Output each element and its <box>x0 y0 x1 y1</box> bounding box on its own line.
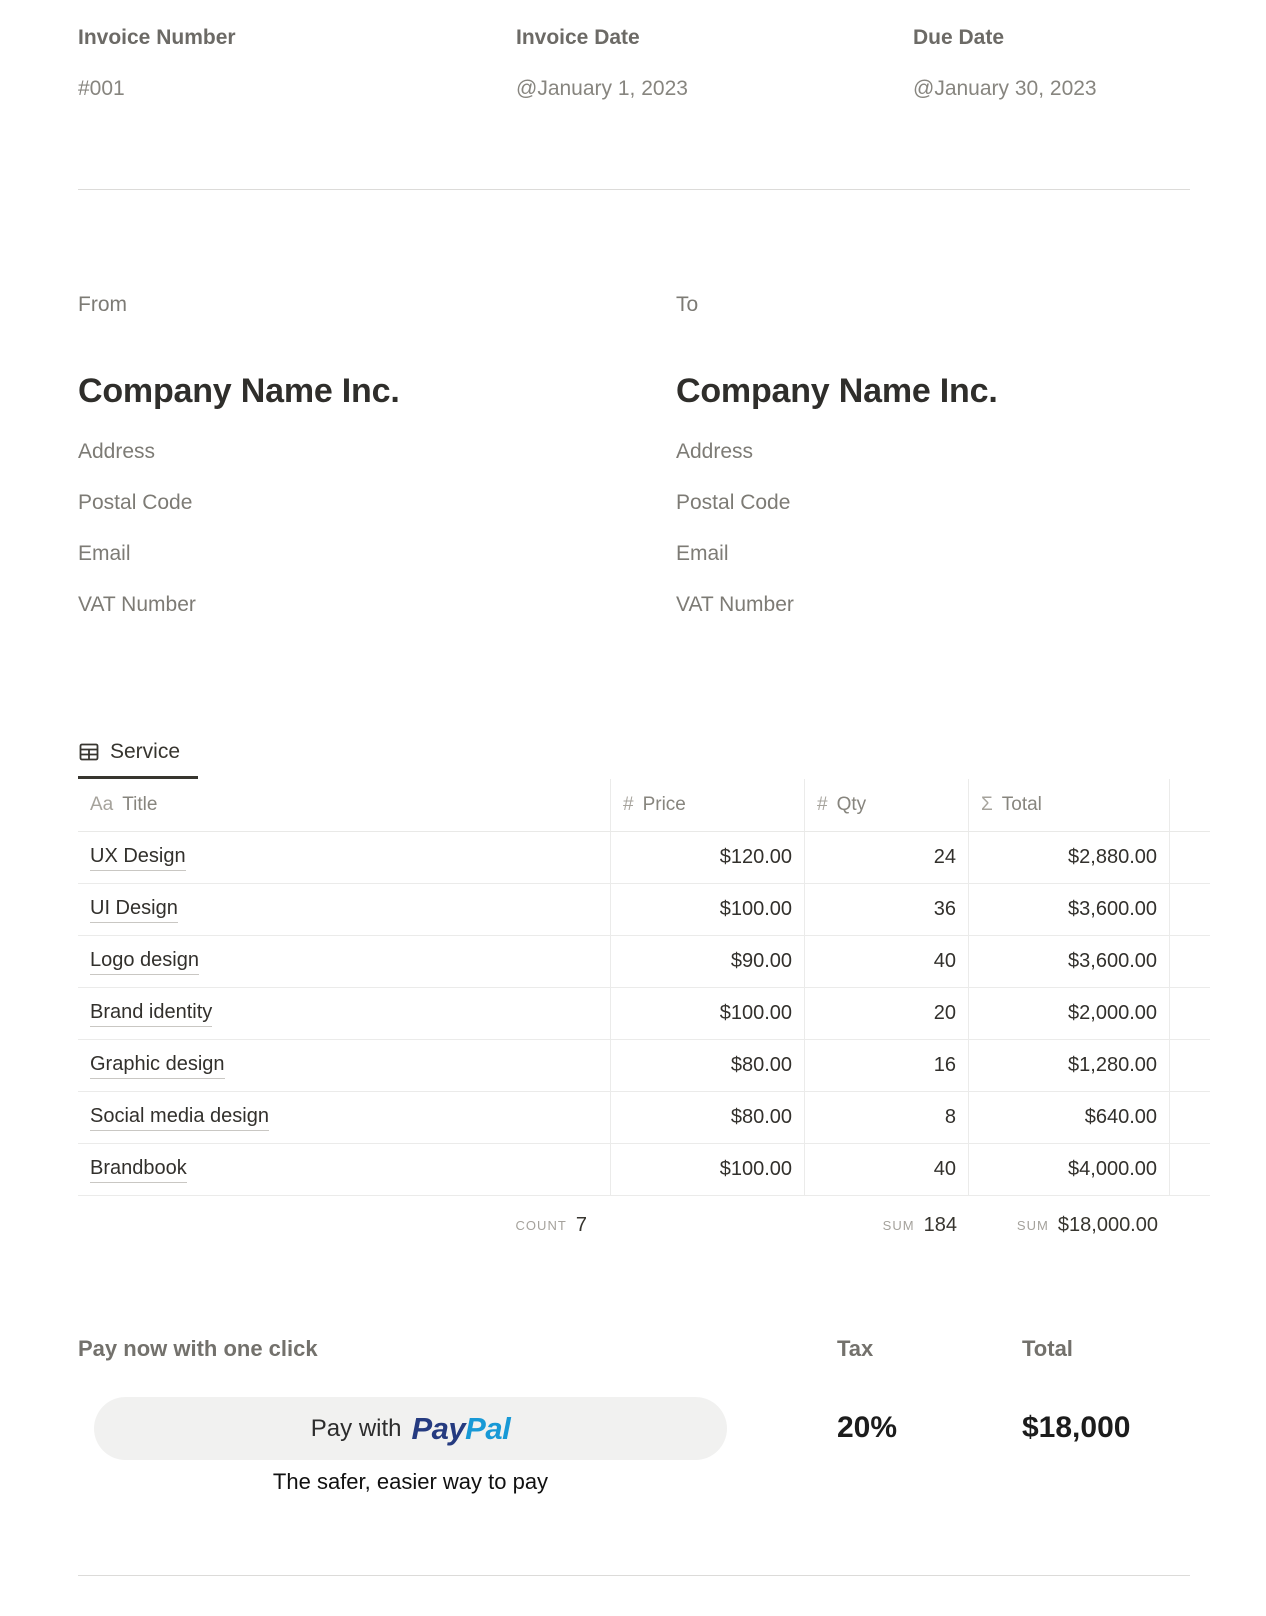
invoice-number-label: Invoice Number <box>78 26 236 49</box>
text-type-icon: Aa <box>90 794 114 815</box>
table-row <box>78 1092 1210 1144</box>
service-qty-cell[interactable]: 8 <box>805 1092 969 1143</box>
service-title-link: UX Design <box>90 845 186 871</box>
payment-section <box>78 1336 1266 1495</box>
table-footer-row <box>78 1196 1210 1254</box>
count-value: 7 <box>575 1213 587 1236</box>
price-aggregate-empty <box>611 1196 805 1254</box>
to-email[interactable]: Email <box>676 542 729 565</box>
grand-total-value: $18,000 <box>1022 1411 1131 1444</box>
service-price-cell[interactable]: $100.00 <box>611 988 805 1039</box>
trailing-cell <box>1170 936 1210 987</box>
service-total-cell[interactable]: $3,600.00 <box>969 936 1170 987</box>
service-title-cell[interactable] <box>78 1040 611 1091</box>
table-header-row <box>78 779 1210 832</box>
trailing-cell <box>1170 1092 1210 1143</box>
column-header-title[interactable]: Aa Title <box>78 779 611 831</box>
service-qty-cell[interactable]: 24 <box>805 832 969 883</box>
service-title-link: UI Design <box>90 897 178 923</box>
total-sum-aggregate[interactable]: SUM $18,000.00 <box>1016 1213 1158 1236</box>
invoice-number-value[interactable]: #001 <box>78 77 125 100</box>
pay-now-heading: Pay now with one click <box>78 1336 318 1361</box>
service-title-cell[interactable] <box>78 884 611 935</box>
service-price-cell[interactable]: $90.00 <box>611 936 805 987</box>
to-details <box>676 438 1190 619</box>
trailing-cell <box>1170 832 1210 883</box>
qty-sum-value: 184 <box>923 1213 957 1236</box>
service-title-cell[interactable] <box>78 936 611 987</box>
column-header-price[interactable]: # Price <box>611 779 805 831</box>
service-table-section <box>78 734 1266 1254</box>
from-company-name[interactable]: Company Name Inc. <box>78 372 400 410</box>
table-row <box>78 832 1210 884</box>
service-qty-cell[interactable]: 40 <box>805 936 969 987</box>
column-header-qty[interactable]: # Qty <box>805 779 969 831</box>
tab-service[interactable] <box>78 734 198 779</box>
service-title-cell[interactable] <box>78 1144 611 1195</box>
footer-divider <box>78 1575 1190 1576</box>
service-title-cell[interactable] <box>78 988 611 1039</box>
tax-block <box>837 1336 1022 1495</box>
qty-sum-aggregate[interactable]: SUM 184 <box>882 1213 957 1236</box>
invoice-date-value[interactable]: @January 1, 2023 <box>516 77 688 100</box>
header-divider <box>78 189 1190 190</box>
service-total-cell[interactable]: $2,000.00 <box>969 988 1170 1039</box>
service-title-link: Social media design <box>90 1105 269 1131</box>
from-party <box>78 293 676 642</box>
service-qty-cell[interactable]: 40 <box>805 1144 969 1195</box>
trailing-column <box>1170 779 1210 831</box>
pay-with-paypal-button[interactable]: Pay with PayPal <box>94 1397 727 1460</box>
tab-service-label: Service <box>110 740 181 763</box>
service-price-cell[interactable]: $100.00 <box>611 884 805 935</box>
table-row <box>78 1040 1210 1092</box>
to-vat-number[interactable]: VAT Number <box>676 593 794 616</box>
trailing-cell <box>1170 1144 1210 1195</box>
service-qty-cell[interactable]: 36 <box>805 884 969 935</box>
service-title-link: Logo design <box>90 949 199 975</box>
service-price-cell[interactable]: $80.00 <box>611 1092 805 1143</box>
trailing-cell <box>1170 884 1210 935</box>
service-price-cell[interactable]: $100.00 <box>611 1144 805 1195</box>
to-address[interactable]: Address <box>676 440 754 463</box>
service-total-cell[interactable]: $2,880.00 <box>969 832 1170 883</box>
pay-now-block <box>78 1336 740 1495</box>
trailing-cell <box>1170 1040 1210 1091</box>
to-company-name[interactable]: Company Name Inc. <box>676 372 998 410</box>
service-title-link: Brand identity <box>90 1001 212 1027</box>
grand-total-block <box>1022 1336 1266 1495</box>
from-email[interactable]: Email <box>78 542 131 565</box>
invoice-date-field <box>516 26 913 101</box>
service-total-cell[interactable]: $4,000.00 <box>969 1144 1170 1195</box>
table-row <box>78 988 1210 1040</box>
due-date-label: Due Date <box>913 26 1005 49</box>
from-details <box>78 438 676 619</box>
tax-value: 20% <box>837 1411 898 1444</box>
number-type-icon: # <box>817 794 828 815</box>
due-date-value[interactable]: @January 30, 2023 <box>913 77 1097 100</box>
to-postal-code[interactable]: Postal Code <box>676 491 791 514</box>
invoice-header <box>78 26 1190 101</box>
service-table <box>78 779 1266 1254</box>
table-icon <box>78 741 100 763</box>
trailing-cell <box>1170 988 1210 1039</box>
table-row <box>78 1144 1210 1196</box>
table-body <box>78 832 1266 1196</box>
invoice-number-field <box>78 26 516 101</box>
service-total-cell[interactable]: $1,280.00 <box>969 1040 1170 1091</box>
service-title-link: Graphic design <box>90 1053 225 1079</box>
from-postal-code[interactable]: Postal Code <box>78 491 193 514</box>
service-title-cell[interactable] <box>78 832 611 883</box>
table-row <box>78 936 1210 988</box>
parties-section <box>78 293 1190 642</box>
formula-sigma-icon: Σ <box>981 794 993 815</box>
from-address[interactable]: Address <box>78 440 156 463</box>
service-total-cell[interactable]: $3,600.00 <box>969 884 1170 935</box>
column-header-total[interactable]: Σ Total <box>969 779 1170 831</box>
service-total-cell[interactable]: $640.00 <box>969 1092 1170 1143</box>
due-date-field <box>913 26 1190 101</box>
total-sum-value: $18,000.00 <box>1057 1213 1158 1236</box>
grand-total-label: Total <box>1022 1336 1073 1361</box>
service-qty-cell[interactable]: 16 <box>805 1040 969 1091</box>
table-row <box>78 884 1210 936</box>
service-title-link: Brandbook <box>90 1157 187 1183</box>
paypal-logo: PayPal <box>411 1410 511 1446</box>
to-label: To <box>676 293 699 316</box>
service-qty-cell[interactable]: 20 <box>805 988 969 1039</box>
tax-label: Tax <box>837 1336 874 1361</box>
service-title-cell[interactable] <box>78 1092 611 1143</box>
service-price-cell[interactable]: $120.00 <box>611 832 805 883</box>
to-party <box>676 293 1190 642</box>
from-label: From <box>78 293 127 316</box>
count-aggregate[interactable]: COUNT 7 <box>515 1213 587 1236</box>
invoice-date-label: Invoice Date <box>516 26 640 49</box>
paypal-tagline: The safer, easier way to pay <box>272 1469 549 1494</box>
from-vat-number[interactable]: VAT Number <box>78 593 196 616</box>
service-price-cell[interactable]: $80.00 <box>611 1040 805 1091</box>
number-type-icon: # <box>623 794 634 815</box>
